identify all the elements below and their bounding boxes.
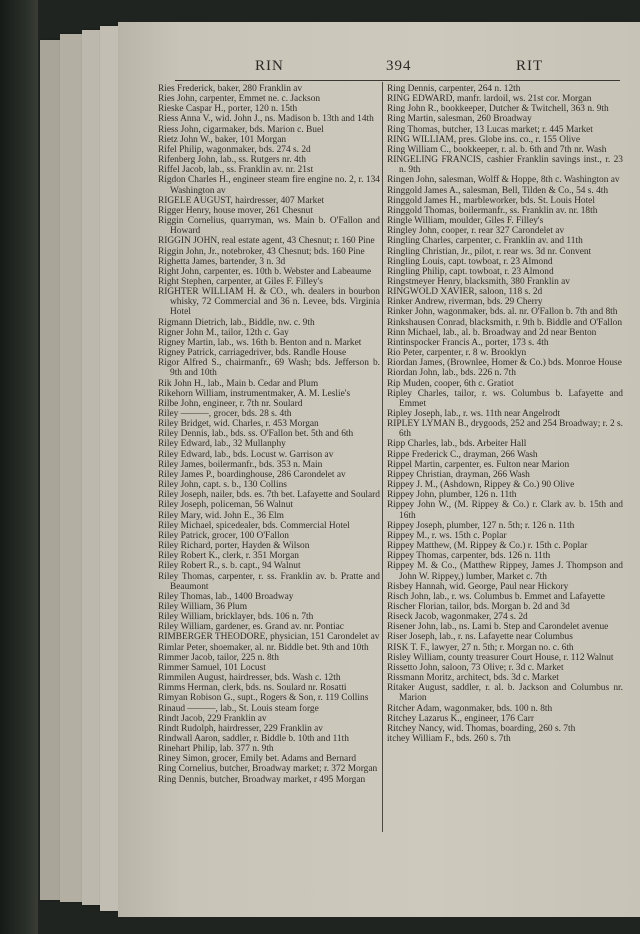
directory-entry: Ring Dennis, carpenter, 264 n. 12th	[387, 84, 521, 94]
directory-entry: Rindt Rudolph, hairdresser, 229 Franklin av	[158, 723, 323, 734]
directory-entry: Ringle William, moulder, Giles F. Filley's	[387, 216, 544, 227]
directory-entry: RIMBERGER THEODORE, physician, 151 Carondelet av	[158, 632, 380, 643]
directory-entry: Riley Joseph, nailer, bds. es. 7th bet. Lafayette and Soulard	[158, 490, 380, 501]
directory-entry: Rigger Henry, house mover, 261 Chesnut	[158, 205, 313, 216]
directory-entry: Rinker Andrew, riverman, bds. 29 Cherry	[387, 297, 543, 308]
directory-entry: Rippey Christian, drayman, 266 Wash	[387, 469, 530, 480]
directory-entry: Ritcher Adam, wagonmaker, bds. 100 n. 8th	[387, 703, 553, 714]
directory-entry: Rinehart Philip, lab. 377 n. 9th	[158, 744, 274, 755]
directory-entry: Rippe Frederick C., drayman, 266 Wash	[387, 449, 538, 460]
directory-entry: Riffel Jacob, lab., ss. Franklin av. nr. 21st	[158, 165, 314, 176]
column-divider	[382, 82, 383, 832]
directory-entry: Ringgold Thomas, boilermanfr., ss. Franklin av. nr. 18th	[387, 205, 598, 216]
directory-entry: RIGGIN JOHN, real estate agent, 43 Chesnut; r. 160 Pine	[158, 236, 375, 247]
book-binding	[0, 0, 38, 934]
directory-entry: Right John, carpenter, es. 10th b. Webster and Labeaume	[158, 266, 372, 277]
directory-entry: Ringling Charles, carpenter, c. Franklin av. and 11th	[387, 236, 583, 247]
directory-entry: Ritchey Lazarus K., engineer, 176 Carr	[387, 713, 534, 724]
directory-entry: Riley Thomas, lab., 1400 Broadway	[158, 591, 294, 602]
directory-entry: Ringling Louis, capt. towboat, r. 23 Almond	[387, 256, 553, 267]
directory-entry: Rippey Matthew, (M. Rippey & Co.) r. 15th c. Poplar	[387, 541, 588, 552]
directory-entry: Rippey J. M., (Ashdown, Rippey & Co.) 90 Olive	[387, 480, 575, 491]
directory-entry: Riley James, boilermanfr., bds. 353 n. Main	[158, 459, 323, 470]
directory-entry: Riley Mary, wid. John E., 36 Elm	[158, 510, 284, 521]
directory-entry: RINGWOLD XAVIER, saloon, 118 s. 2d	[387, 287, 543, 298]
directory-entry: Riseck Jacob, wagonmaker, 274 s. 2d	[387, 612, 528, 623]
directory-entry: Rietz John W., baker, 101 Morgan	[158, 134, 287, 145]
directory-entry: Riley Joseph, policeman, 56 Walnut	[158, 500, 293, 511]
directory-entry: Riess Anna V., wid. John J., ns. Madison b. 13th and 14th	[158, 114, 374, 125]
directory-entry: Riordan James, (Brownlee, Homer & Co.) bds. Monroe House	[387, 358, 622, 369]
directory-entry: Riley ———, grocer, bds. 28 s. 4th	[158, 409, 292, 419]
directory-entry: Riley Robert R., s. b. capt., 94 Walnut	[158, 561, 301, 572]
directory-entry: Right Stephen, carpenter, at Giles F. Filley's	[158, 276, 323, 287]
directory-entry: Ringling Christian, Jr., pilot, r. rear ws. 3d nr. Convent	[387, 246, 592, 257]
directory-entry: RIGHTER WILLIAM H. & CO., wh. dealers in bourbon whisky, 72 Commercial and 36 n. Levee, bds. Virginia Hotel	[158, 287, 380, 318]
directory-entry: Riley William, gardener, es. Grand av. nr. Pontiac	[158, 622, 344, 633]
directory-entry: Riley William, bricklayer, bds. 106 n. 7th	[158, 612, 314, 623]
directory-entry: Ring Cornelius, butcher, Broadway market; r. 372 Morgan	[158, 764, 378, 775]
directory-entry: Ringstmeyer Henry, blacksmith, 380 Franklin av	[387, 276, 570, 287]
left-guide-word: RIN	[255, 58, 284, 74]
directory-entry: Rimms Herman, clerk, bds. ns. Soulard nr. Rosatti	[158, 683, 347, 694]
directory-entry: Riley Dennis, lab., bds. ss. O'Fallon bet. 5th and 6th	[158, 429, 354, 440]
right-guide-word: RIT	[516, 58, 544, 74]
directory-entry: Ring John R., bookkeeper, Dutcher & Twitchell, 363 n. 9th	[387, 104, 609, 115]
directory-entry: Rintinspocker Francis A., porter, 173 s. 4th	[387, 337, 549, 348]
directory-entry: RISK T. F., lawyer, 27 n. 5th; r. Morgan no. c. 6th	[387, 642, 574, 653]
directory-entry: Riley Thomas, carpenter, r. ss. Franklin av. b. Pratte and Beaumont	[158, 571, 380, 592]
directory-entry: RINGELING FRANCIS, cashier Franklin savings inst., r. 23 n. 9th	[387, 155, 623, 176]
header-rule	[175, 80, 620, 81]
directory-entry: Rifel Philip, wagonmaker, bds. 274 s. 2d	[158, 144, 311, 155]
directory-entry: Rigney Patrick, carriagedriver, bds. Randle House	[158, 348, 347, 359]
directory-entry: Rinkshausen Conrad, blacksmith, r. 9th b. Biddle and O'Fallon	[387, 317, 623, 328]
directory-entry: Ripley Charles, tailor, r. ws. Columbus b. Lafayette and Emmet	[387, 388, 623, 409]
directory-entry: Ritchey Nancy, wid. Thomas, boarding, 260 s. 7th	[387, 723, 576, 734]
directory-entry: Rio Peter, carpenter, r. 8 w. Brooklyn	[387, 348, 527, 359]
directory-entry: Rieske Caspar H., porter, 120 n. 15th	[158, 104, 298, 115]
directory-entry: Rischer Florian, tailor, bds. Morgan b. 2d and 3d	[387, 601, 570, 612]
directory-entry: Rippel Martin, carpenter, es. Fulton near Marion	[387, 459, 570, 470]
directory-entry: Rippey John, plumber, 126 n. 11th	[387, 490, 517, 501]
directory-entry: Riordan John, lab., bds. 226 n. 7th	[387, 368, 516, 379]
directory-entry: Ring Thomas, butcher, 13 Lucas market; r. 445 Market	[387, 124, 593, 135]
directory-entry: Rigney Martin, lab., ws. 16th b. Benton and n. Market	[158, 337, 362, 348]
directory-entry: RING EDWARD, manfr. lardoil, ws. 21st cor. Morgan	[387, 94, 592, 105]
directory-entry: Righetta James, bartender, 3 n. 3d	[158, 256, 286, 267]
directory-entry: Ring William C., bookkeeper, r. al. b. 6th and 7th nr. Wash	[387, 144, 607, 155]
directory-entry: Riley Edward, lab., bds. Locust w. Garrison av	[158, 449, 334, 460]
directory-entry: Rissetto John, saloon, 73 Olive; r. 3d c. Market	[387, 662, 564, 673]
directory-entry: Risch John, lab., r. ws. Columbus b. Emmet and Lafayette	[387, 591, 605, 602]
directory-entry: Rigmann Dietrich, lab., Biddle, nw. c. 9th	[158, 317, 315, 328]
directory-entry: Rigor Alfred S., chairmanfr., 69 Wash; bds. Jefferson b. 9th and 10th	[158, 358, 380, 379]
directory-entry: Rimmer Samuel, 101 Locust	[158, 662, 266, 673]
directory-entry: Rilbe John, engineer, r. 7th nr. Soulard	[158, 398, 303, 409]
left-column	[158, 84, 380, 785]
directory-entry: Riley Patrick, grocer, 100 O'Fallon	[158, 530, 289, 541]
directory-entry: Rigner John M., tailor, 12th c. Gay	[158, 327, 289, 338]
directory-entry: Rimyan Robison G., supt., Rogers & Son, r. 119 Collins	[158, 693, 369, 704]
directory-entry: Riggin John, Jr., notebroker, 43 Chesnut; bds. 160 Pine	[158, 246, 365, 257]
directory-entry: Riley Bridget, wid. Charles, r. 453 Morgan	[158, 419, 319, 430]
directory-entry: Risbey Hannah, wid. George, Paul near Hickory	[387, 581, 569, 592]
directory-entry: Riney Simon, grocer, Emily bet. Adams and Bernard	[158, 754, 357, 765]
directory-entry: Rinn Michael, lab., al. b. Broadway and 2d near Benton	[387, 327, 597, 338]
directory-entry: Rip Muden, cooper, 6th c. Gratiot	[387, 378, 514, 389]
directory-entry: Rippey John W., (M. Rippey & Co.) r. Clark av. b. 15th and 16th	[387, 500, 623, 521]
directory-entry: Riley Michael, spicedealer, bds. Commercial Hotel	[158, 520, 350, 531]
directory-entry: Rinker John, wagonmaker, bds. al. nr. O'Fallon b. 7th and 8th	[387, 307, 618, 318]
directory-entry: Rimmilen August, hairdresser, bds. Wash c. 12th	[158, 673, 341, 684]
directory-entry: Risley William, county treasurer Court House, r. 112 Walnut	[387, 652, 614, 663]
directory-entry: Riggin Cornelius, quarryman, ws. Main b. O'Fallon and Howard	[158, 216, 380, 237]
directory-entry: Rigdon Charles H., engineer steam fire engine no. 2, r. 134 Washington av	[158, 175, 380, 196]
page-number: 394	[386, 58, 412, 74]
directory-entry: Risener John, lab., ns. Lami b. Step and Carondelet avenue	[387, 622, 609, 633]
directory-entry: Rippey M., r. ws. 15th c. Poplar	[387, 530, 507, 541]
directory-entry: Riley John, capt. s. b., 130 Collins	[158, 480, 287, 491]
directory-entry: Rippey Thomas, carpenter, bds. 126 n. 11th	[387, 551, 551, 562]
right-column	[387, 84, 623, 744]
directory-entry: Rifenberg John, lab., ss. Rutgers nr. 4th	[158, 155, 306, 166]
directory-entry: Rippey M. & Co., (Matthew Rippey, James J. Thompson and John W. Rippey,) lumber, Market c. 7th	[387, 561, 623, 582]
directory-entry: Rippey Joseph, plumber, 127 n. 5th; r. 126 n. 11th	[387, 520, 575, 531]
directory-entry: Riley Edward, lab., 32 Mullanphy	[158, 439, 286, 450]
directory-entry: RING WILLIAM, pres. Globe ins. co., r. 155 Olive	[387, 134, 581, 145]
directory-entry: Ringgold James A., salesman, Bell, Tilden & Co., 54 s. 4th	[387, 185, 609, 196]
directory-entry: Rikehorn William, instrumentmaker, A. M. Leslie's	[158, 388, 351, 399]
directory-entry: RIGELE AUGUST, hairdresser, 407 Market	[158, 195, 325, 206]
directory-entry: Ringling Philip, capt. towboat, r. 23 Almond	[387, 266, 554, 277]
directory-entry: Rik John H., lab., Main b. Cedar and Plum	[158, 378, 319, 389]
directory-entry: Riley William, 36 Plum	[158, 601, 248, 612]
directory-entry: Rimlar Peter, shoemaker, al. nr. Biddle bet. 9th and 10th	[158, 642, 369, 653]
directory-entry: Ringen John, salesman, Wolff & Hoppe, 8th c. Washington av	[387, 175, 620, 186]
directory-entry: Ringgold James H., marbleworker, bds. St. Louis Hotel	[387, 195, 595, 206]
directory-entry: Rindt Jacob, 229 Franklin av	[158, 713, 267, 724]
directory-entry: Ripley Joseph, lab., r. ws. 11th near Angelrodt	[387, 409, 561, 419]
directory-entry: itchey William F., bds. 260 s. 7th	[387, 734, 511, 744]
directory-entry: Ring Martin, salesman, 260 Broadway	[387, 114, 532, 125]
directory-entry: Riley Robert K., clerk, r. 351 Morgan	[158, 551, 299, 562]
directory-entry: Rissmann Moritz, architect, bds. 3d c. Market	[387, 673, 559, 684]
directory-entry: Ries Frederick, baker, 280 Franklin av	[158, 84, 303, 94]
directory-entry: Riley Richard, porter, Hayden & Wilson	[158, 541, 310, 552]
directory-entry: Riser Joseph, lab., r. ns. Lafayette near Columbus	[387, 632, 573, 643]
directory-entry: Rinaud ———, lab., St. Louis steam forge	[158, 703, 319, 714]
directory-entry: Ring Dennis, butcher, Broadway market, r 495 Morgan	[158, 774, 366, 785]
directory-entry: Rimmer Jacob, tailor, 225 n. 8th	[158, 652, 279, 663]
directory-entry: Rindwall Aaron, saddler, r. Biddle b. 10th and 11th	[158, 734, 349, 744]
directory-entry: Ries John, carpenter, Emmet ne. c. Jackson	[158, 94, 321, 105]
directory-entry: Riley James P., boardinghouse, 286 Carondelet av	[158, 469, 346, 480]
directory-entry: Ripp Charles, lab., bds. Arbeiter Hall	[387, 439, 527, 450]
directory-entry: Riess John, cigarmaker, bds. Marion c. Buel	[158, 124, 324, 135]
directory-entry: Ritaker August, saddler, r. al. b. Jackson and Columbus nr. Marion	[387, 683, 623, 704]
directory-entry: RIPLEY LYMAN B., drygoods, 252 and 254 Broadway; r. 2 s. 6th	[387, 419, 623, 440]
directory-entry: Ringley John, cooper, r. rear 327 Carondelet av	[387, 226, 565, 237]
